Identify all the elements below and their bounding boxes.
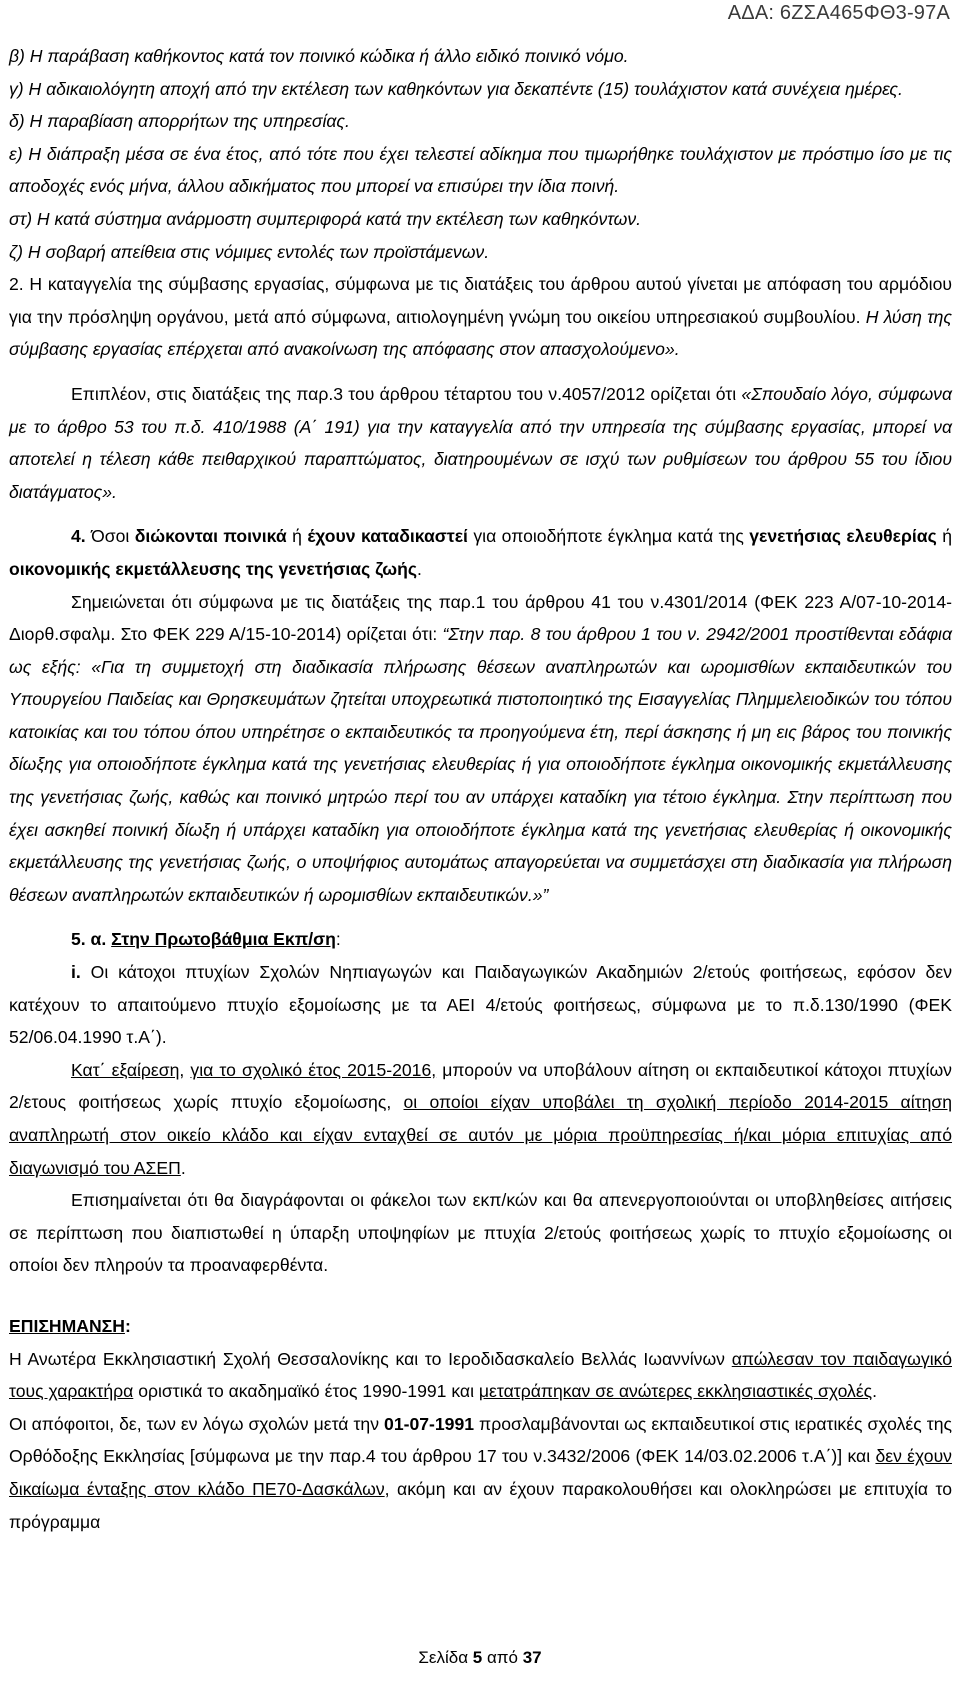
point-5-i-number: i. — [71, 962, 81, 983]
point-4-note-text: Σημειώνεται ότι σύμφωνα με τις διατάξεις της παρ.1 του άρθρου 41 του ν.4301/2014 (ΦΕΚ 223 Α/07-10-2014-Διορθ.σφαλμ. Στο ΦΕΚ 229 Α/15-10-2014) ορίζεται ότι: — [9, 591, 952, 645]
paragraph-2 — [9, 268, 952, 366]
point-4-bold-3: γενετήσιας ελευθερίας — [749, 526, 937, 547]
point-4-note — [9, 586, 952, 912]
paragraph-2-italic: Η λύση της σύμβασης εργασίας επέρχεται από ανακοίνωση της απόφασης στον απασχολούμενο». — [9, 306, 952, 360]
point-4: 4. Όσοι διώκονται ποινικά ή έχουν καταδικαστεί για οποιοδήποτε έγκλημα κατά της γενετήσιας ελευθερίας ή οικονομικής εκμετάλλευσης της γενετήσιας ζωής. — [9, 526, 952, 579]
point-4-bold-2: έχουν καταδικαστεί — [307, 526, 468, 547]
point-5-i — [9, 956, 952, 1054]
point-5-i-text: Οι κάτοχοι πτυχίων Σχολών Νηπιαγωγών και Παιδαγωγικών Ακαδημιών 2/ετούς φοιτήσεως, εφόσον δεν κατέχουν το απαιτούμενο πτυχίο εξομοίωσης με τα ΑΕΙ 4/ετούς φοιτήσεως, σύμφωνα με το π.δ.130/1990 (ΦΕΚ 52/06.04.1990 τ.Α΄). — [9, 962, 952, 1048]
point-5-deletion: Επισημαίνεται ότι θα διαγράφονται οι φάκελοι των εκπ/κών και θα απενεργοποιούνται οι υποβληθείσες αιτήσεις σε περίπτωση που διαπιστωθεί η ύπαρξη υποψηφίων με πτυχία 2/ετούς φοιτήσεως χωρίς το πτυχίο εξομοίωσης οι οποίοι δεν πληρούν τα προαναφερθέντα. — [9, 1190, 952, 1276]
notice-title: ΕΠΙΣΗΜΑΝΣΗ — [9, 1315, 125, 1336]
point-4-number: 4. — [71, 526, 86, 547]
item-b: β) Η παράβαση καθήκοντος κατά τον ποινικό κώδικα ή άλλο ειδικό ποινικό νόμο. — [9, 46, 629, 66]
document-body — [9, 40, 952, 1538]
page-footer: Σελίδα 5 από 37 — [418, 1648, 542, 1667]
paragraph-2-normal: 2. Η καταγγελία της σύμβασης εργασίας, σύμφωνα με τις διατάξεις του άρθρου αυτού γίνεται με απόφαση του αρμόδιου για την πρόσληψη οργάνου, μετά από σύμφωνα, αιτιολογημένη γνώμη του οικείου υπηρεσιακού συμβουλίου. — [9, 274, 952, 327]
notice-paragraph-1: Η Ανωτέρα Εκκλησιαστική Σχολή Θεσσαλονίκης και το Ιεροδιδασκαλείο Βελλάς Ιωαννίνων απώλεσαν τον παιδαγωγικό τους χαρακτήρα οριστικά το ακαδημαϊκό έτος 1990-1991 και μετατράπηκαν σε ανώτερες εκκλησιαστικές σχολές. — [9, 1348, 952, 1402]
item-st: στ) Η κατά σύστημα ανάρμοστη συμπεριφορά κατά την εκτέλεση των καθηκόντων. — [9, 208, 642, 229]
ada-code: ΑΔΑ: 6ΖΣΑ465ΦΘ3-97Α — [727, 2, 950, 24]
item-e: ε) Η διάπραξη μέσα σε ένα έτος, από τότε που έχει τελεστεί αδίκημα που τιμωρήθηκε τουλάχιστον με πρόστιμο ίσο με τις αποδοχές ενός μήνα, άλλου αδικήματος που μπορεί να επισύρει την ίδια ποινή. — [9, 143, 952, 197]
point-5-heading: 5. α. Στην Πρωτοβάθμια Εκπ/ση: — [71, 929, 341, 950]
item-g: γ) Η αδικαιολόγητη αποχή από την εκτέλεση των καθηκόντων για δεκαπέντε (15) τουλάχιστον κατά συνέχεια ημέρες. — [9, 78, 903, 99]
total-pages: 37 — [522, 1648, 542, 1667]
notice-paragraph-2: Οι απόφοιτοι, δε, των εν λόγω σχολών μετά την 01-07-1991 προσλαμβάνονται ως εκπαιδευτικοί στις ιερατικές σχολές της Ορθόδοξης Εκκλησίας [σύμφωνα με την παρ.4 του άρθρου 17 του ν.3432/2006 (ΦΕΚ 14/03.02.2006 τ.Α΄)] και δεν έχουν δικαίωμα ένταξης στον κλάδο ΠΕ70-Δασκάλων, ακόμη και αν έχουν παρακολουθήσει και ολοκληρώσει με επιτυχία το πρόγραμμα — [9, 1413, 952, 1532]
paragraph-further — [9, 378, 952, 508]
current-page-number: 5 — [472, 1648, 483, 1667]
point-5-number: 5. α. — [71, 929, 112, 950]
notice-heading: ΕΠΙΣΗΜΑΝΣΗ: — [9, 1315, 131, 1336]
further-text: Επιπλέον, στις διατάξεις της παρ.3 του άρθρου τέταρτου του ν.4057/2012 ορίζεται ότι — [71, 383, 742, 404]
point-4-bold-1: διώκονται ποινικά — [134, 526, 287, 547]
point-5-exception: Κατ΄ εξαίρεση, για το σχολικό έτος 2015-2016, μπορούν να υποβάλουν αίτηση οι εκπαιδευτικοί κάτοχοι πτυχίων 2/ετους φοιτήσεως χωρίς πτυχίο εξομοίωσης, οι οποίοι είχαν υποβάλει τη σχολική περίοδο 2014-2015 αίτηση αναπληρωτή στον οικείο κλάδο και είχαν ενταχθεί σε αυτόν με μόρια προϋπηρεσίας ή/και μόρια επιτυχίας από διαγωνισμό του ΑΣΕΠ. — [9, 1059, 952, 1178]
item-z: ζ) Η σοβαρή απείθεια στις νόμιμες εντολές των προϊστάμενων. — [9, 241, 490, 262]
item-d: δ) Η παραβίαση απορρήτων της υπηρεσίας. — [9, 111, 350, 132]
further-quote: «Σπουδαίο λόγο, σύμφωνα με το άρθρο 53 του π.δ. 410/1988 (Α΄ 191) για την καταγγελία από την υπηρεσία της σύμβασης εργασίας, μπορεί να αποτελεί η τέλεση κάθε πειθαρχικού παραπτώματος, διατηρουμένων σε ισχύ των ρυθμίσεων του άρθρου 55 του ίδιου διατάγματος». — [9, 383, 953, 502]
point-5-title: Στην Πρωτοβάθμια Εκπ/ση — [111, 929, 336, 950]
point-4-bold-4: οικονομικής εκμετάλλευσης της γενετήσιας ζωής — [9, 558, 417, 579]
point-4-note-quote: “Στην παρ. 8 του άρθρου 1 του ν. 2942/2001 προστίθενται εδάφια ως εξής: «Για τη συμμετοχή στη διαδικασία πλήρωσης θέσεων αναπληρωτών και ωρομισθίων εκπαιδευτικών του Υπουργείου Παιδείας και Θρησκευμάτων ζητείται υποχρεωτικά πιστοποιητικό της Εισαγγελίας Πλημμελειοδικών του τόπου κατοικίας και του τόπου όπου υπηρέτησε ο εκπαιδευτικός τα προηγούμενα έτη, περί άσκησης ή μη εις βάρος του ποινικής δίωξης για οποιοδήποτε έγκλημα κατά της γενετήσιας ελευθερίας ή για οποιοδήποτε έγκλημα οικονομικής εκμετάλλευσης της γενετήσιας ζωής, καθώς και ποινικό μητρώο περί του αν υπάρχει καταδίκη για τέτοιο έγκλημα. Στην περίπτωση που έχει ασκηθεί ποινική δίωξη ή υπάρχει καταδίκη για οποιοδήποτε έγκλημα κατά της γενετήσιας ελευθερίας ή οικονομικής εκμετάλλευσης της γενετήσιας ζωής, ο υποψήφιος αυτομάτως απαγορεύεται να συμμετάσχει στη διαδικασία για πλήρωση θέσεων αναπληρωτών εκπαιδευτικών ή ωρομισθίων εκπαιδευτικών.»” — [9, 624, 952, 905]
